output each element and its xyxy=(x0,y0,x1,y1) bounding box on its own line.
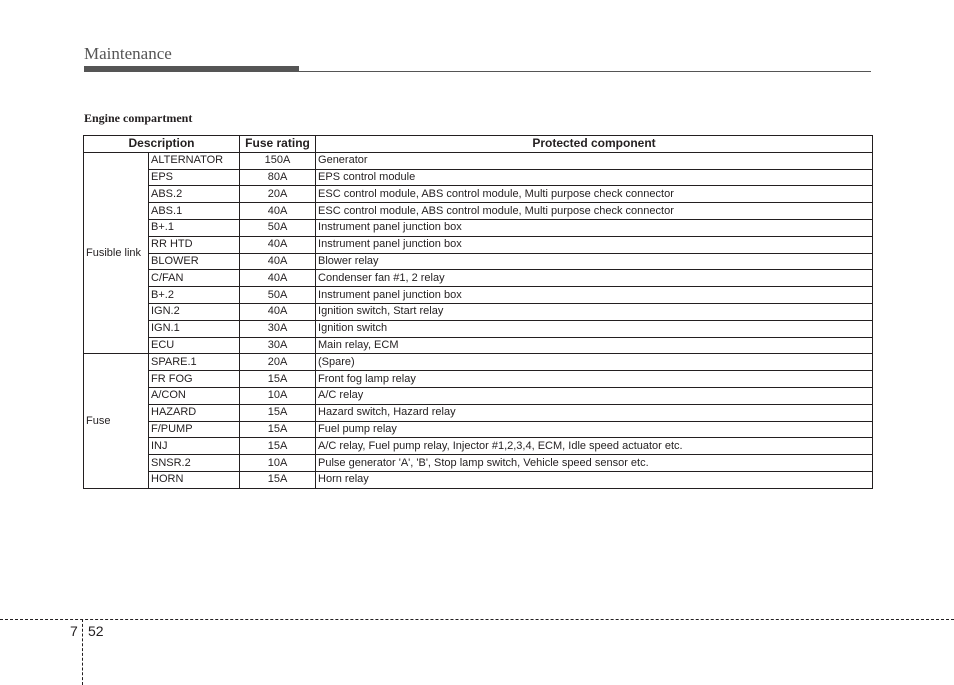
fuse-rating-cell: 10A xyxy=(240,455,316,472)
table-row xyxy=(84,203,873,220)
table-row xyxy=(84,371,873,388)
fuse-rating-cell: 20A xyxy=(240,354,316,371)
table-row xyxy=(84,354,873,371)
header-fuse-rating: Fuse rating xyxy=(240,136,316,153)
fuse-rating-cell: 15A xyxy=(240,471,316,488)
footer-dashed-rule xyxy=(0,619,954,620)
table-row xyxy=(84,303,873,320)
fuse-rating-cell: 20A xyxy=(240,186,316,203)
fuse-rating-cell: 15A xyxy=(240,421,316,438)
fuse-rating-cell: 30A xyxy=(240,337,316,354)
fuse-name-cell: C/FAN xyxy=(149,270,240,287)
fuse-name-cell: ECU xyxy=(149,337,240,354)
table-row xyxy=(84,287,873,304)
fuse-name-cell: B+.2 xyxy=(149,287,240,304)
fuse-rating-cell: 40A xyxy=(240,236,316,253)
header-description: Description xyxy=(84,136,240,153)
protected-component-cell: Ignition switch, Start relay xyxy=(316,303,873,320)
fuse-rating-cell: 80A xyxy=(240,169,316,186)
fuse-name-cell: ALTERNATOR xyxy=(149,152,240,169)
table-body xyxy=(84,152,873,488)
fuse-name-cell: ABS.2 xyxy=(149,186,240,203)
fuse-rating-cell: 40A xyxy=(240,303,316,320)
fuse-name-cell: INJ xyxy=(149,438,240,455)
table-row xyxy=(84,219,873,236)
protected-component-cell: A/C relay xyxy=(316,387,873,404)
table-row xyxy=(84,455,873,472)
fuse-name-cell: ABS.1 xyxy=(149,203,240,220)
table-row xyxy=(84,253,873,270)
protected-component-cell: Condenser fan #1, 2 relay xyxy=(316,270,873,287)
footer-dashed-divider xyxy=(82,619,83,685)
fuse-name-cell: BLOWER xyxy=(149,253,240,270)
fuse-rating-cell: 10A xyxy=(240,387,316,404)
table-row xyxy=(84,270,873,287)
fuse-rating-cell: 150A xyxy=(240,152,316,169)
protected-component-cell: Main relay, ECM xyxy=(316,337,873,354)
protected-component-cell: ESC control module, ABS control module, Multi purpose check connector xyxy=(316,186,873,203)
protected-component-cell: Instrument panel junction box xyxy=(316,219,873,236)
protected-component-cell: A/C relay, Fuel pump relay, Injector #1,2,3,4, ECM, Idle speed actuator etc. xyxy=(316,438,873,455)
header-rule xyxy=(84,71,871,72)
fuse-name-cell: IGN.2 xyxy=(149,303,240,320)
table-header-row xyxy=(84,136,873,153)
table-row xyxy=(84,421,873,438)
table-row xyxy=(84,236,873,253)
chapter-number: 7 xyxy=(70,623,78,639)
protected-component-cell: Blower relay xyxy=(316,253,873,270)
fuse-rating-cell: 15A xyxy=(240,404,316,421)
fuse-name-cell: FR FOG xyxy=(149,371,240,388)
fuse-name-cell: SNSR.2 xyxy=(149,455,240,472)
table-row xyxy=(84,404,873,421)
fuse-rating-cell: 15A xyxy=(240,438,316,455)
protected-component-cell: Pulse generator 'A', 'B', Stop lamp switch, Vehicle speed sensor etc. xyxy=(316,455,873,472)
fuse-rating-cell: 15A xyxy=(240,371,316,388)
protected-component-cell: (Spare) xyxy=(316,354,873,371)
protected-component-cell: Fuel pump relay xyxy=(316,421,873,438)
table-row xyxy=(84,169,873,186)
table-row xyxy=(84,471,873,488)
protected-component-cell: Instrument panel junction box xyxy=(316,287,873,304)
fuse-name-cell: SPARE.1 xyxy=(149,354,240,371)
fuse-name-cell: HAZARD xyxy=(149,404,240,421)
fuse-name-cell: EPS xyxy=(149,169,240,186)
table-row xyxy=(84,337,873,354)
protected-component-cell: Instrument panel junction box xyxy=(316,236,873,253)
fuse-table xyxy=(83,135,873,489)
fuse-rating-cell: 30A xyxy=(240,320,316,337)
page-number: 52 xyxy=(88,623,104,639)
protected-component-cell: Generator xyxy=(316,152,873,169)
fuse-rating-cell: 50A xyxy=(240,287,316,304)
fuse-name-cell: IGN.1 xyxy=(149,320,240,337)
protected-component-cell: EPS control module xyxy=(316,169,873,186)
table-row xyxy=(84,152,873,169)
protected-component-cell: Front fog lamp relay xyxy=(316,371,873,388)
fuse-name-cell: F/PUMP xyxy=(149,421,240,438)
fuse-name-cell: HORN xyxy=(149,471,240,488)
fuse-rating-cell: 50A xyxy=(240,219,316,236)
fuse-name-cell: B+.1 xyxy=(149,219,240,236)
protected-component-cell: ESC control module, ABS control module, Multi purpose check connector xyxy=(316,203,873,220)
header-protected-component: Protected component xyxy=(316,136,873,153)
protected-component-cell: Ignition switch xyxy=(316,320,873,337)
fuse-rating-cell: 40A xyxy=(240,270,316,287)
fuse-name-cell: A/CON xyxy=(149,387,240,404)
fuse-rating-cell: 40A xyxy=(240,203,316,220)
fuse-name-cell: RR HTD xyxy=(149,236,240,253)
section-heading: Engine compartment xyxy=(84,111,193,125)
fuse-rating-cell: 40A xyxy=(240,253,316,270)
protected-component-cell: Hazard switch, Hazard relay xyxy=(316,404,873,421)
group-label: Fusible link xyxy=(84,152,149,354)
table-row xyxy=(84,320,873,337)
page-header-title: Maintenance xyxy=(84,44,172,63)
table-row xyxy=(84,387,873,404)
table-row xyxy=(84,438,873,455)
table-row xyxy=(84,186,873,203)
protected-component-cell: Horn relay xyxy=(316,471,873,488)
group-label: Fuse xyxy=(84,354,149,488)
